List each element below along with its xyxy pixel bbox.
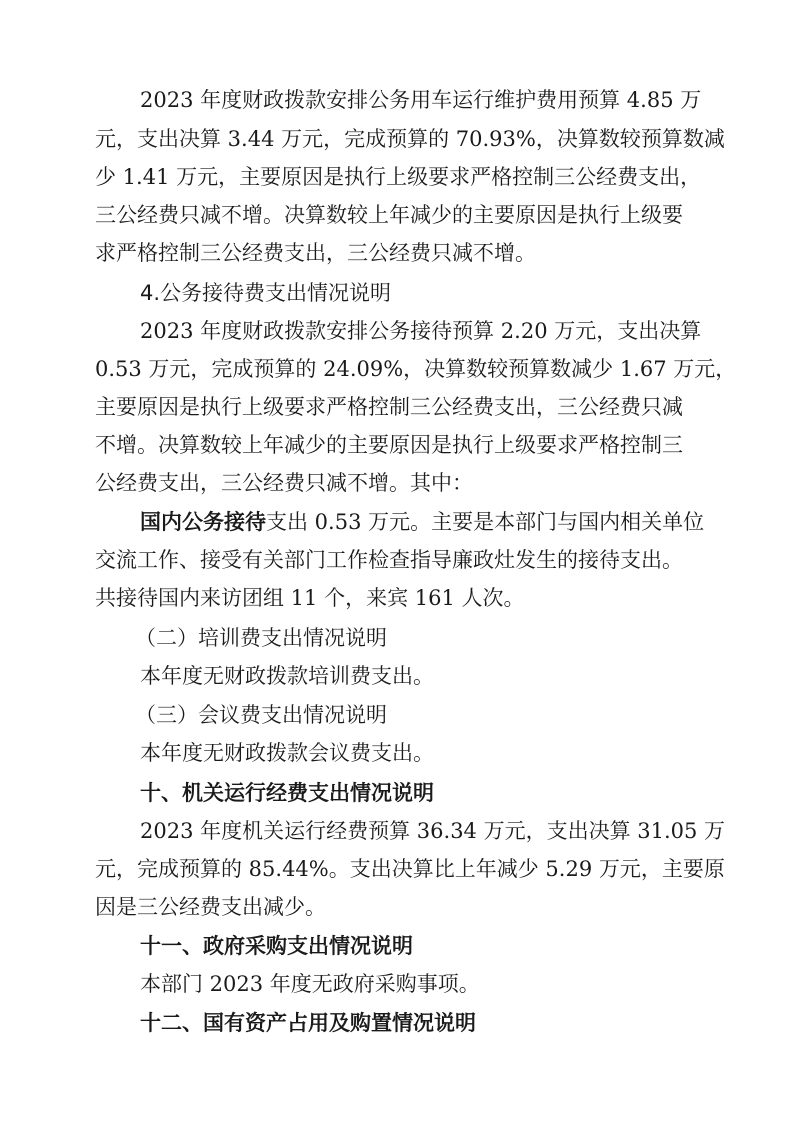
- paragraph-line: 0.53 万元，完成预算的 24.09%，决算数较预算数减少 1.67 万元，: [95, 357, 737, 381]
- paragraph-line: 本部门 2023 年度无政府采购事项。: [140, 972, 480, 996]
- paragraph-line: 三公经费只减不增。决算数较上年减少的主要原因是执行上级要: [95, 203, 683, 227]
- paragraph-line: [140, 508, 704, 536]
- paragraph-line: 本年度无财政拨款培训费支出。: [140, 664, 434, 688]
- paragraph-line: 因是三公经费支出减少。: [95, 895, 326, 919]
- paragraph-line: 求严格控制三公经费支出，三公经费只减不增。: [95, 241, 536, 265]
- paragraph-line: 2023 年度机关运行经费预算 36.34 万元，支出决算 31.05 万: [140, 819, 726, 843]
- paragraph-line: 主要原因是执行上级要求严格控制三公经费支出，三公经费只减: [95, 395, 683, 419]
- section-heading: （二）培训费支出情况说明: [135, 626, 387, 650]
- paragraph-text: 支出 0.53 万元。主要是本部门与国内相关单位: [266, 510, 705, 534]
- paragraph-line: 2023 年度财政拨款安排公务接待预算 2.20 万元，支出决算: [140, 319, 702, 343]
- paragraph-line: 2023 年度财政拨款安排公务用车运行维护费用预算 4.85 万: [140, 88, 702, 112]
- paragraph-line: 少 1.41 万元，主要原因是执行上级要求严格控制三公经费支出，: [95, 165, 702, 189]
- paragraph-line: 元，支出决算 3.44 万元，完成预算的 70.93%，决算数较预算数减: [95, 127, 725, 151]
- paragraph-line: 元，完成预算的 85.44%。支出决算比上年减少 5.29 万元，主要原: [95, 857, 725, 881]
- bold-lead-term: 国内公务接待: [140, 510, 266, 534]
- section-heading: 4.公务接待费支出情况说明: [140, 281, 392, 305]
- section-heading: 十一、政府采购支出情况说明: [140, 934, 413, 958]
- paragraph-line: 交流工作、接受有关部门工作检查指导廉政灶发生的接待支出。: [95, 548, 683, 572]
- section-heading: 十二、国有资产占用及购置情况说明: [140, 1011, 476, 1035]
- paragraph-line: 本年度无财政拨款会议费支出。: [140, 741, 434, 765]
- section-heading: 十、机关运行经费支出情况说明: [140, 781, 434, 805]
- paragraph-line: 公经费支出，三公经费只减不增。其中：: [95, 471, 473, 495]
- paragraph-line: 不增。决算数较上年减少的主要原因是执行上级要求严格控制三: [95, 433, 683, 457]
- paragraph-line: 共接待国内来访团组 11 个，来宾 161 人次。: [95, 586, 525, 610]
- section-heading: （三）会议费支出情况说明: [135, 703, 387, 727]
